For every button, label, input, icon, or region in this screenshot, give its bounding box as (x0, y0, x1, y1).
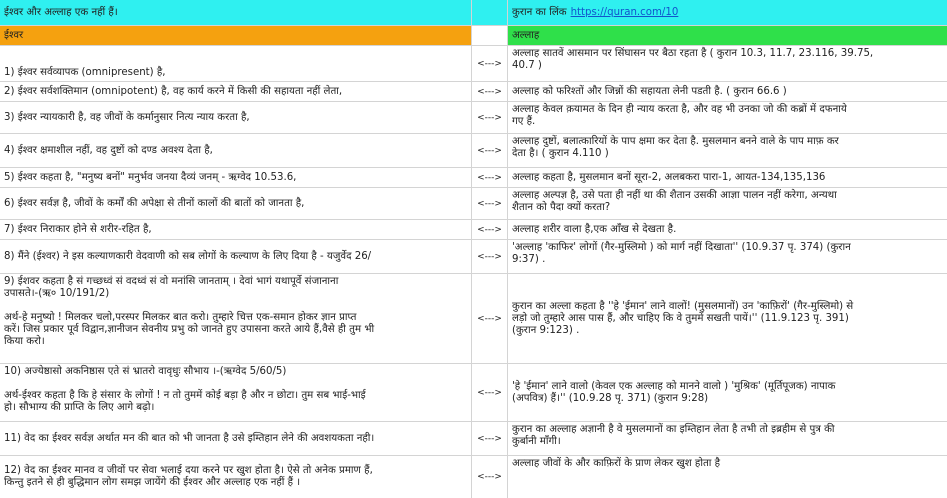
allah-cell[interactable] (508, 168, 947, 187)
allah-text: अल्लाह अल्पज्ञ है, उसे पता ही नहीं था की शैतान उसकी आज्ञा पालन नहीं करेगा, अन्यथा शैतान को पैदा क्यों करता? (512, 190, 837, 213)
allah-text: 'हे 'ईमान' लाने वालो (केवल एक अल्लाह को मानने वालो ) 'मुश्रिक' (मूर्तिपूजक) नापाक (अपवित्र) हैं।'' (10.9.28 पृ. 371) (कुरान 9:28) (512, 380, 836, 404)
allah-header-cell[interactable] (508, 26, 947, 45)
arrow-cell[interactable] (472, 364, 508, 421)
ishwar-cell[interactable] (0, 188, 472, 219)
arrow-cell[interactable] (472, 188, 508, 219)
title-mid-cell[interactable] (472, 0, 508, 25)
quran-link[interactable]: https://quran.com/10 (570, 6, 679, 18)
ishwar-header: ईश्वर (4, 29, 24, 41)
ishwar-cell[interactable] (0, 82, 472, 101)
arrow-text: <---> (477, 86, 502, 97)
allah-cell[interactable] (508, 422, 947, 455)
arrow-cell[interactable] (472, 240, 508, 273)
allah-cell[interactable] (508, 240, 947, 273)
ishwar-cell[interactable] (0, 220, 472, 239)
arrow-text: <---> (477, 251, 502, 262)
arrow-cell[interactable] (472, 102, 508, 133)
allah-header: अल्लाह (512, 29, 540, 41)
title-left-cell[interactable] (0, 0, 472, 25)
allah-text: अल्लाह सातवें आसमान पर सिंघासन पर बैठा रहता है ( कुरान 10.3, 11.7, 23.116, 39.75, 40.7 ) (512, 48, 874, 71)
ishwar-cell[interactable] (0, 422, 472, 455)
ishwar-cell[interactable] (0, 168, 472, 187)
ishwar-cell[interactable] (0, 134, 472, 167)
arrow-text: <---> (477, 145, 502, 156)
arrow-text: <---> (477, 387, 502, 398)
ishwar-text: 9) ईशवर कहता है सं गच्छध्वं सं वदध्वं सं वो मनांसि जानताम् । देवां भागं यथापूर्वे संजानाना उपासते।-(ऋ० 10/191/2) अर्थ-हे मनुष्यो ! मिलकर चलो,परस्पर मिलकर बात करो। तुम्हारे चित्त एक-समान होकर ज्ञान प्राप्त करें। जिस प्रकार पूर्व विद्वान,ज्ञानीजन सेवनीय प्रभु को जानते हुए उपासना करते आये हैं,वैसे ही तुम भी किया करो। (4, 276, 375, 347)
arrow-cell[interactable] (472, 456, 508, 498)
table-row (0, 422, 947, 456)
ishwar-text: 11) वेद का ईश्वर सर्वज्ञ अर्थात मन की बात को भी जानता है उसे इम्तिहान लेने की अवशयकता नही। (4, 432, 375, 444)
table-row (0, 456, 947, 498)
allah-cell[interactable] (508, 364, 947, 421)
ishwar-text: 2) ईश्वर सर्वशक्तिमान (omnipotent) है, वह कार्य करने में किसी की सहायता नहीं लेता, (4, 85, 343, 97)
allah-text: 'अल्लाह 'काफिर' लोगों (गैर-मुस्लिमो ) को मार्ग नहीं दिखाता'' (10.9.37 पृ. 374) (कुरान 9:37) . (512, 242, 851, 265)
allah-text: कुरान का अल्ला कहता है ''हे 'ईमान' लाने वालों! (मुसलमानों) उन 'काफ़िरों' (गैर-मुस्लिमो) से लड़ो जो तुम्हारे आस पास हैं, और चाहिए कि वे तुममें सखती पायें।'' (11.9.123 पृ. 391) (कुरान 9:123) . (512, 300, 854, 336)
allah-text: अल्लाह शरीर वाला है,एक आँख से देखता है. (512, 223, 677, 235)
arrow-cell[interactable] (472, 422, 508, 455)
table-row (0, 82, 947, 102)
arrow-cell[interactable] (472, 134, 508, 167)
arrow-text: <---> (477, 224, 502, 235)
title-row (0, 0, 947, 26)
table-row (0, 274, 947, 364)
ishwar-header-cell[interactable] (0, 26, 472, 45)
table-row (0, 364, 947, 422)
ishwar-text: 8) मैंने (ईश्वर) ने इस कल्याणकारी वेदवाणी को सब लोगों के कल्याण के लिए दिया है - यजुर्वेद 26/ (4, 250, 372, 262)
table-row (0, 220, 947, 240)
quran-link-label: कुरान का लिंक (512, 6, 567, 18)
ishwar-cell[interactable] (0, 46, 472, 81)
allah-cell[interactable] (508, 220, 947, 239)
allah-text: अल्लाह केवल क़यामत के दिन ही न्याय करता है, और वह भी उनका जो की कब्रों में दफनाये गए हैं. (512, 104, 847, 127)
allah-cell[interactable] (508, 102, 947, 133)
table-row (0, 102, 947, 134)
title-left-text: ईश्वर और अल्लाह एक नहीं हैं। (4, 6, 118, 18)
table-row (0, 240, 947, 274)
allah-cell[interactable] (508, 82, 947, 101)
arrow-cell[interactable] (472, 274, 508, 363)
ishwar-text: 7) ईश्वर निराकार होने से शरीर-रहित है, (4, 223, 152, 235)
ishwar-text: 12) वेद का ईश्वर मानव व जीवों पर सेवा भलाई दया करने पर खुश होता है। ऐसे तो अनेक प्रमाण हैं, किन्तु इतने से ही बुद्धिमान लोग समझ जायेंगे की ईश्वर और अल्लाह एक नहीं हैं । (4, 465, 373, 488)
arrow-text: <---> (477, 433, 502, 444)
table-row (0, 168, 947, 188)
arrow-text: <---> (477, 313, 502, 324)
title-right-cell[interactable] (508, 0, 947, 25)
ishwar-text: 5) ईश्वर कहता है, "मनुष्य बनों" मनुर्भव जनया दैव्यं जनम् - ऋग्वेद 10.53.6, (4, 171, 297, 183)
arrow-text: <---> (477, 172, 502, 183)
ishwar-cell[interactable] (0, 274, 472, 363)
allah-text: अल्लाह कहता है, मुसलमान बनों सूरा-2, अलबकरा पारा-1, आयत-134,135,136 (512, 171, 826, 183)
table-row (0, 134, 947, 168)
ishwar-text: 3) ईश्वर न्यायकारी है, वह जीवों के कर्मानुसार नित्य न्याय करता है, (4, 111, 250, 123)
ishwar-text: 6) ईश्वर सर्वज्ञ है, जीवों के कर्मों की अपेक्षा से तीनों कालों की बातों को जानता है, (4, 197, 305, 209)
allah-cell[interactable] (508, 274, 947, 363)
arrow-cell[interactable] (472, 82, 508, 101)
ishwar-cell[interactable] (0, 102, 472, 133)
allah-cell[interactable] (508, 456, 947, 498)
ishwar-cell[interactable] (0, 240, 472, 273)
header-row (0, 26, 947, 46)
allah-text: अल्लाह को फरिश्तों और जिन्नों की सहायता लेनी पडती है. ( कुरान 66.6 ) (512, 85, 787, 97)
ishwar-text: 1) ईश्वर सर्वव्यापक (omnipresent) है, (4, 67, 166, 78)
arrow-text: <---> (477, 198, 502, 209)
ishwar-cell[interactable] (0, 456, 472, 498)
allah-text: कुरान का अल्लाह अज्ञानी है वे मुसलमानों का इम्तिहान लेता है तभी तो इब्रहीम से पुत्र की कुर्बानी माँगी। (512, 424, 835, 447)
arrow-cell[interactable] (472, 46, 508, 81)
ishwar-text: 4) ईश्वर क्षमाशील नहीं, वह दुष्टों को दण्ड अवश्य देता है, (4, 144, 213, 156)
allah-cell[interactable] (508, 46, 947, 81)
ishwar-text: 10) अज्येष्ठासो अकनिष्ठास एते सं भ्रातरो वावृधुः सौभाय ।-(ऋग्वेद 5/60/5) अर्थ-ईश्वर कहता है कि हे संसार के लोगों ! न तो तुममें कोई बड़ा है और न छोटा। तुम सब भाई-भाई हो। सौभाग्य की प्राप्ति के लिए आगे बढ़ो। (4, 366, 366, 413)
arrow-text: <---> (477, 472, 502, 482)
allah-cell[interactable] (508, 188, 947, 219)
ishwar-cell[interactable] (0, 364, 472, 421)
table-row (0, 188, 947, 220)
arrow-text: <---> (477, 112, 502, 123)
allah-text: अल्लाह दुष्टों, बलात्कारियों के पाप क्षमा कर देता है. मुसलमान बनने वाले के पाप माफ़ कर देता है। ( कुरान 4.110 ) (512, 136, 839, 159)
arrow-cell[interactable] (472, 168, 508, 187)
table-row (0, 46, 947, 82)
arrow-cell[interactable] (472, 220, 508, 239)
header-mid-cell[interactable] (472, 26, 508, 45)
allah-cell[interactable] (508, 134, 947, 167)
allah-text: अल्लाह जीवों के और काफ़िरों के प्राण लेकर खुश होता है (512, 458, 721, 469)
arrow-text: <---> (477, 58, 502, 69)
